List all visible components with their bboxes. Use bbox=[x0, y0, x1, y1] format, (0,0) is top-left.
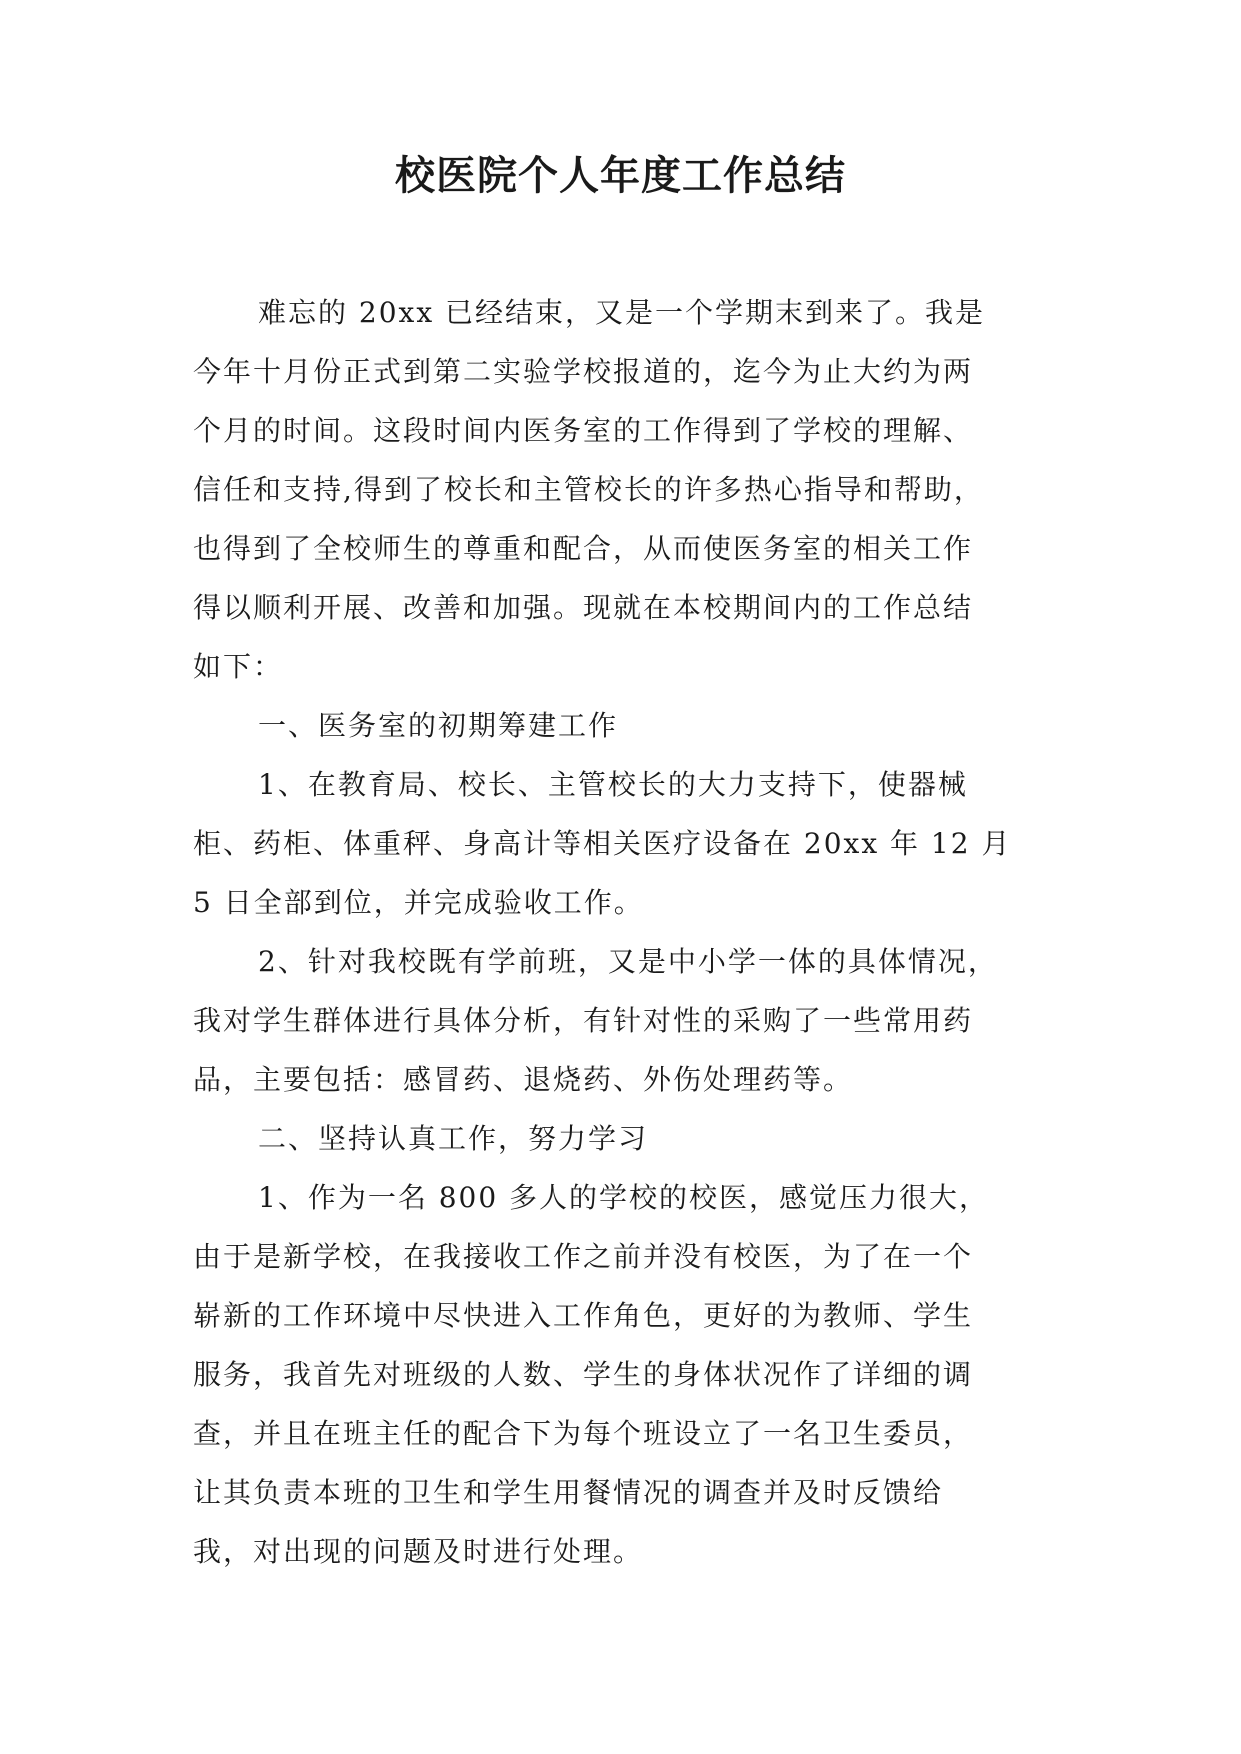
document-body bbox=[193, 283, 1053, 1581]
body-line: 如下： bbox=[193, 650, 284, 683]
body-line: 也得到了全校师生的尊重和配合，从而使医务室的相关工作 bbox=[193, 532, 974, 565]
body-line: 让其负责本班的卫生和学生用餐情况的调查并及时反馈给 bbox=[193, 1476, 944, 1509]
body-line: 难忘的 20xx 已经结束，又是一个学期末到来了。我是 bbox=[258, 296, 986, 329]
body-line: 个月的时间。这段时间内医务室的工作得到了学校的理解、 bbox=[193, 414, 974, 447]
body-line: 查，并且在班主任的配合下为每个班设立了一名卫生委员， bbox=[193, 1417, 974, 1450]
body-line: 2、针对我校既有学前班，又是中小学一体的具体情况， bbox=[258, 945, 998, 978]
body-line: 我，对出现的问题及时进行处理。 bbox=[193, 1535, 644, 1568]
body-line: 我对学生群体进行具体分析，有针对性的采购了一些常用药 bbox=[193, 1004, 974, 1037]
body-line: 得以顺利开展、改善和加强。现就在本校期间内的工作总结 bbox=[193, 591, 974, 624]
body-line: 柜、药柜、体重秤、身高计等相关医疗设备在 20xx 年 12 月 bbox=[193, 827, 1012, 860]
body-line: 由于是新学校，在我接收工作之前并没有校医，为了在一个 bbox=[193, 1240, 974, 1273]
body-line: 服务，我首先对班级的人数、学生的身体状况作了详细的调 bbox=[193, 1358, 974, 1391]
body-line: 1、在教育局、校长、主管校长的大力支持下，使器械 bbox=[258, 768, 968, 801]
body-line: 1、作为一名 800 多人的学校的校医，感觉压力很大， bbox=[258, 1181, 990, 1214]
body-line: 品，主要包括：感冒药、退烧药、外伤处理药等。 bbox=[193, 1063, 854, 1096]
document-title: 校医院个人年度工作总结 bbox=[395, 153, 846, 199]
body-line: 5 日全部到位，并完成验收工作。 bbox=[193, 886, 644, 919]
body-line: 今年十月份正式到第二实验学校报道的，迄今为止大约为两 bbox=[193, 355, 974, 388]
body-line: 信任和支持,得到了校长和主管校长的许多热心指导和帮助， bbox=[193, 473, 984, 506]
section-heading: 一、医务室的初期筹建工作 bbox=[258, 709, 619, 742]
body-line: 崭新的工作环境中尽快进入工作角色，更好的为教师、学生 bbox=[193, 1299, 974, 1332]
section-heading: 二、坚持认真工作，努力学习 bbox=[258, 1122, 649, 1155]
